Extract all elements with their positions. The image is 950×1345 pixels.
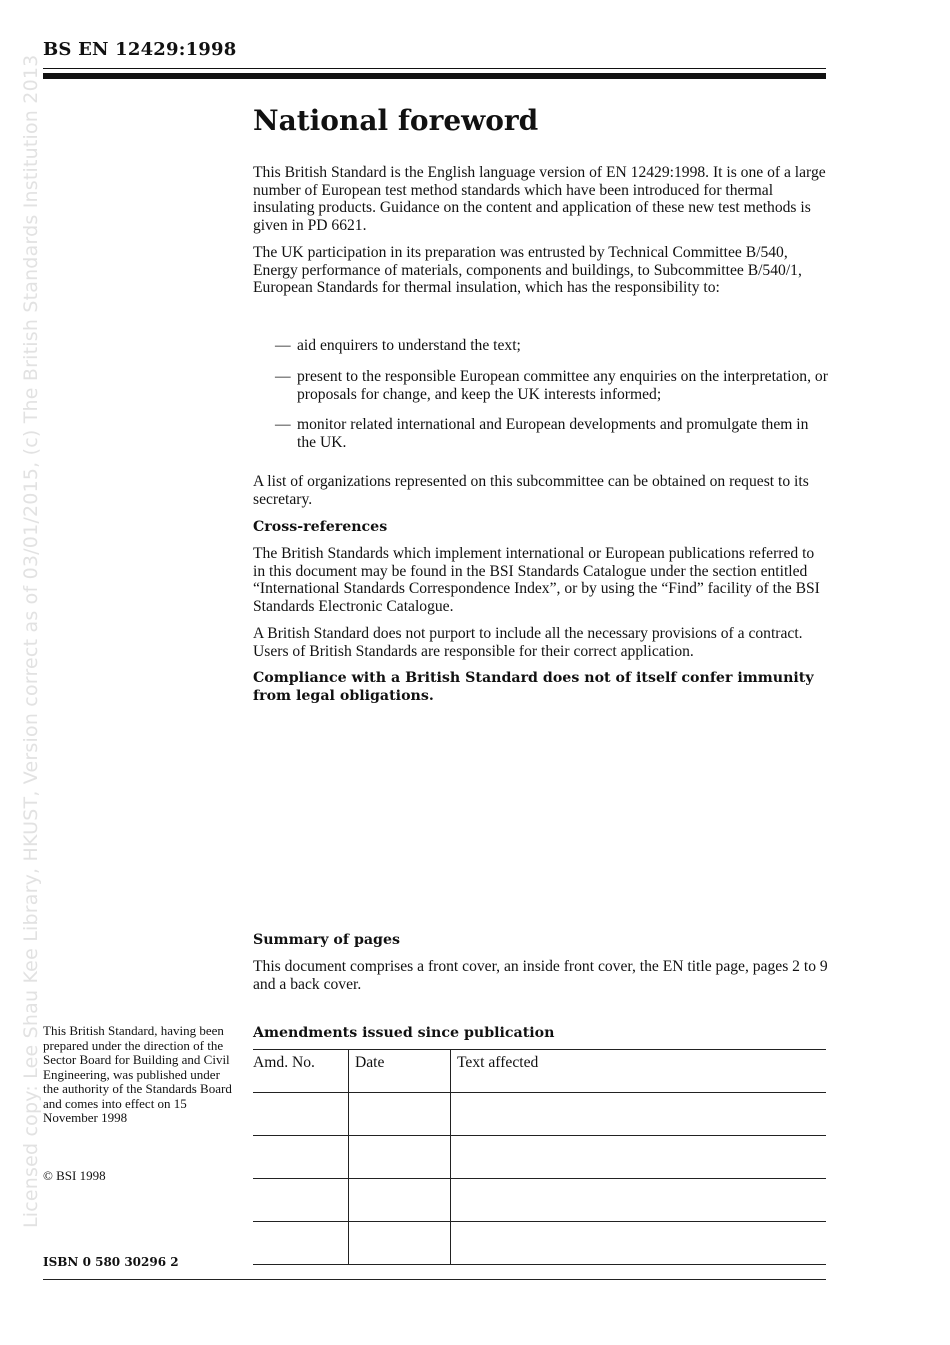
column-header-text-affected: Text affected [451, 1050, 827, 1093]
list-item-text: aid enquirers to understand the text; [297, 337, 521, 354]
compliance-statement: Compliance with a British Standard does not of itself confer immunity from legal obligations. [253, 670, 814, 704]
table-cell [451, 1222, 827, 1265]
foreword-paragraph-2: The UK participation in its preparation was entrusted by Technical Committee B/540, Energy performance of materials, components and buildings, to Subcommittee B/540/1, European Standards for thermal insulation, which has the responsibility to: [253, 244, 802, 297]
provisions-paragraph: A British Standard does not purport to include all the necessary provisions of a contract. Users of British Standards are responsible for their correct application. [253, 625, 803, 660]
table-header-row [253, 1050, 826, 1093]
page-title: National foreword [253, 104, 539, 137]
summary-text: This document comprises a front cover, an inside front cover, the EN title page, pages 2 to 9 and a back cover. [253, 958, 828, 993]
responsibility-item [275, 337, 828, 355]
license-watermark: Licensed copy: Lee Shau Kee Library, HKUST, Version correct as of 03/01/2015, (c) The British Standards Institution 2013 [20, 54, 42, 1228]
table-row [253, 1136, 826, 1179]
cross-references-paragraph: The British Standards which implement international or European publications referred to in this document may be found in the BSI Standards Catalogue under the section entitled “International Standards Correspondence Index”, or by using the “Find” facility of the BSI Standards Electronic Catalogue. [253, 545, 820, 615]
table-cell [253, 1093, 349, 1136]
table-cell [349, 1222, 451, 1265]
summary-heading: Summary of pages [253, 932, 400, 948]
table-cell [451, 1093, 827, 1136]
foreword-paragraph-3: A list of organizations represented on this subcommittee can be obtained on request to its secretary. [253, 473, 809, 508]
table-cell [253, 1222, 349, 1265]
list-item-text: present to the responsible European committee any enquiries on the interpretation, or proposals for change, and keep the UK interests informed; [297, 368, 828, 403]
publication-note: This British Standard, having been prepared under the direction of the Sector Board for Building and Civil Engineering, was published under the authority of the Standards Board and comes into effect on 15 November 1998 [43, 1023, 232, 1125]
footer-rule [43, 1279, 826, 1280]
list-dash: — [275, 416, 291, 433]
table-cell [349, 1136, 451, 1179]
column-header-date: Date [349, 1050, 451, 1093]
column-header-amd-no: Amd. No. [253, 1050, 349, 1093]
table-row [253, 1093, 826, 1136]
table-cell [451, 1179, 827, 1222]
responsibility-item [275, 416, 828, 451]
list-dash: — [275, 337, 291, 354]
foreword-paragraph-1: This British Standard is the English language version of EN 12429:1998. It is one of a large number of European test method standards which have been introduced for thermal insulating products. Guidance on the content and application of these new test methods is given in PD 6621. [253, 164, 826, 234]
amendments-heading: Amendments issued since publication [253, 1025, 555, 1041]
table-cell [253, 1179, 349, 1222]
table-cell [451, 1136, 827, 1179]
cross-references-heading: Cross-references [253, 519, 388, 535]
amendments-table [253, 1049, 826, 1265]
isbn-number: ISBN 0 580 30296 2 [43, 1255, 179, 1269]
table-cell [349, 1093, 451, 1136]
table-row [253, 1179, 826, 1222]
list-item-text: monitor related international and European developments and promulgate them in the UK. [297, 416, 809, 451]
copyright-notice: © BSI 1998 [43, 1168, 106, 1183]
header-rule-thin [43, 68, 826, 69]
table-cell [253, 1136, 349, 1179]
table-cell [349, 1179, 451, 1222]
header-rule-thick [43, 73, 826, 79]
list-dash: — [275, 368, 291, 385]
document-code: BS EN 12429:1998 [43, 39, 237, 60]
table-row [253, 1222, 826, 1265]
responsibility-item [275, 368, 828, 403]
